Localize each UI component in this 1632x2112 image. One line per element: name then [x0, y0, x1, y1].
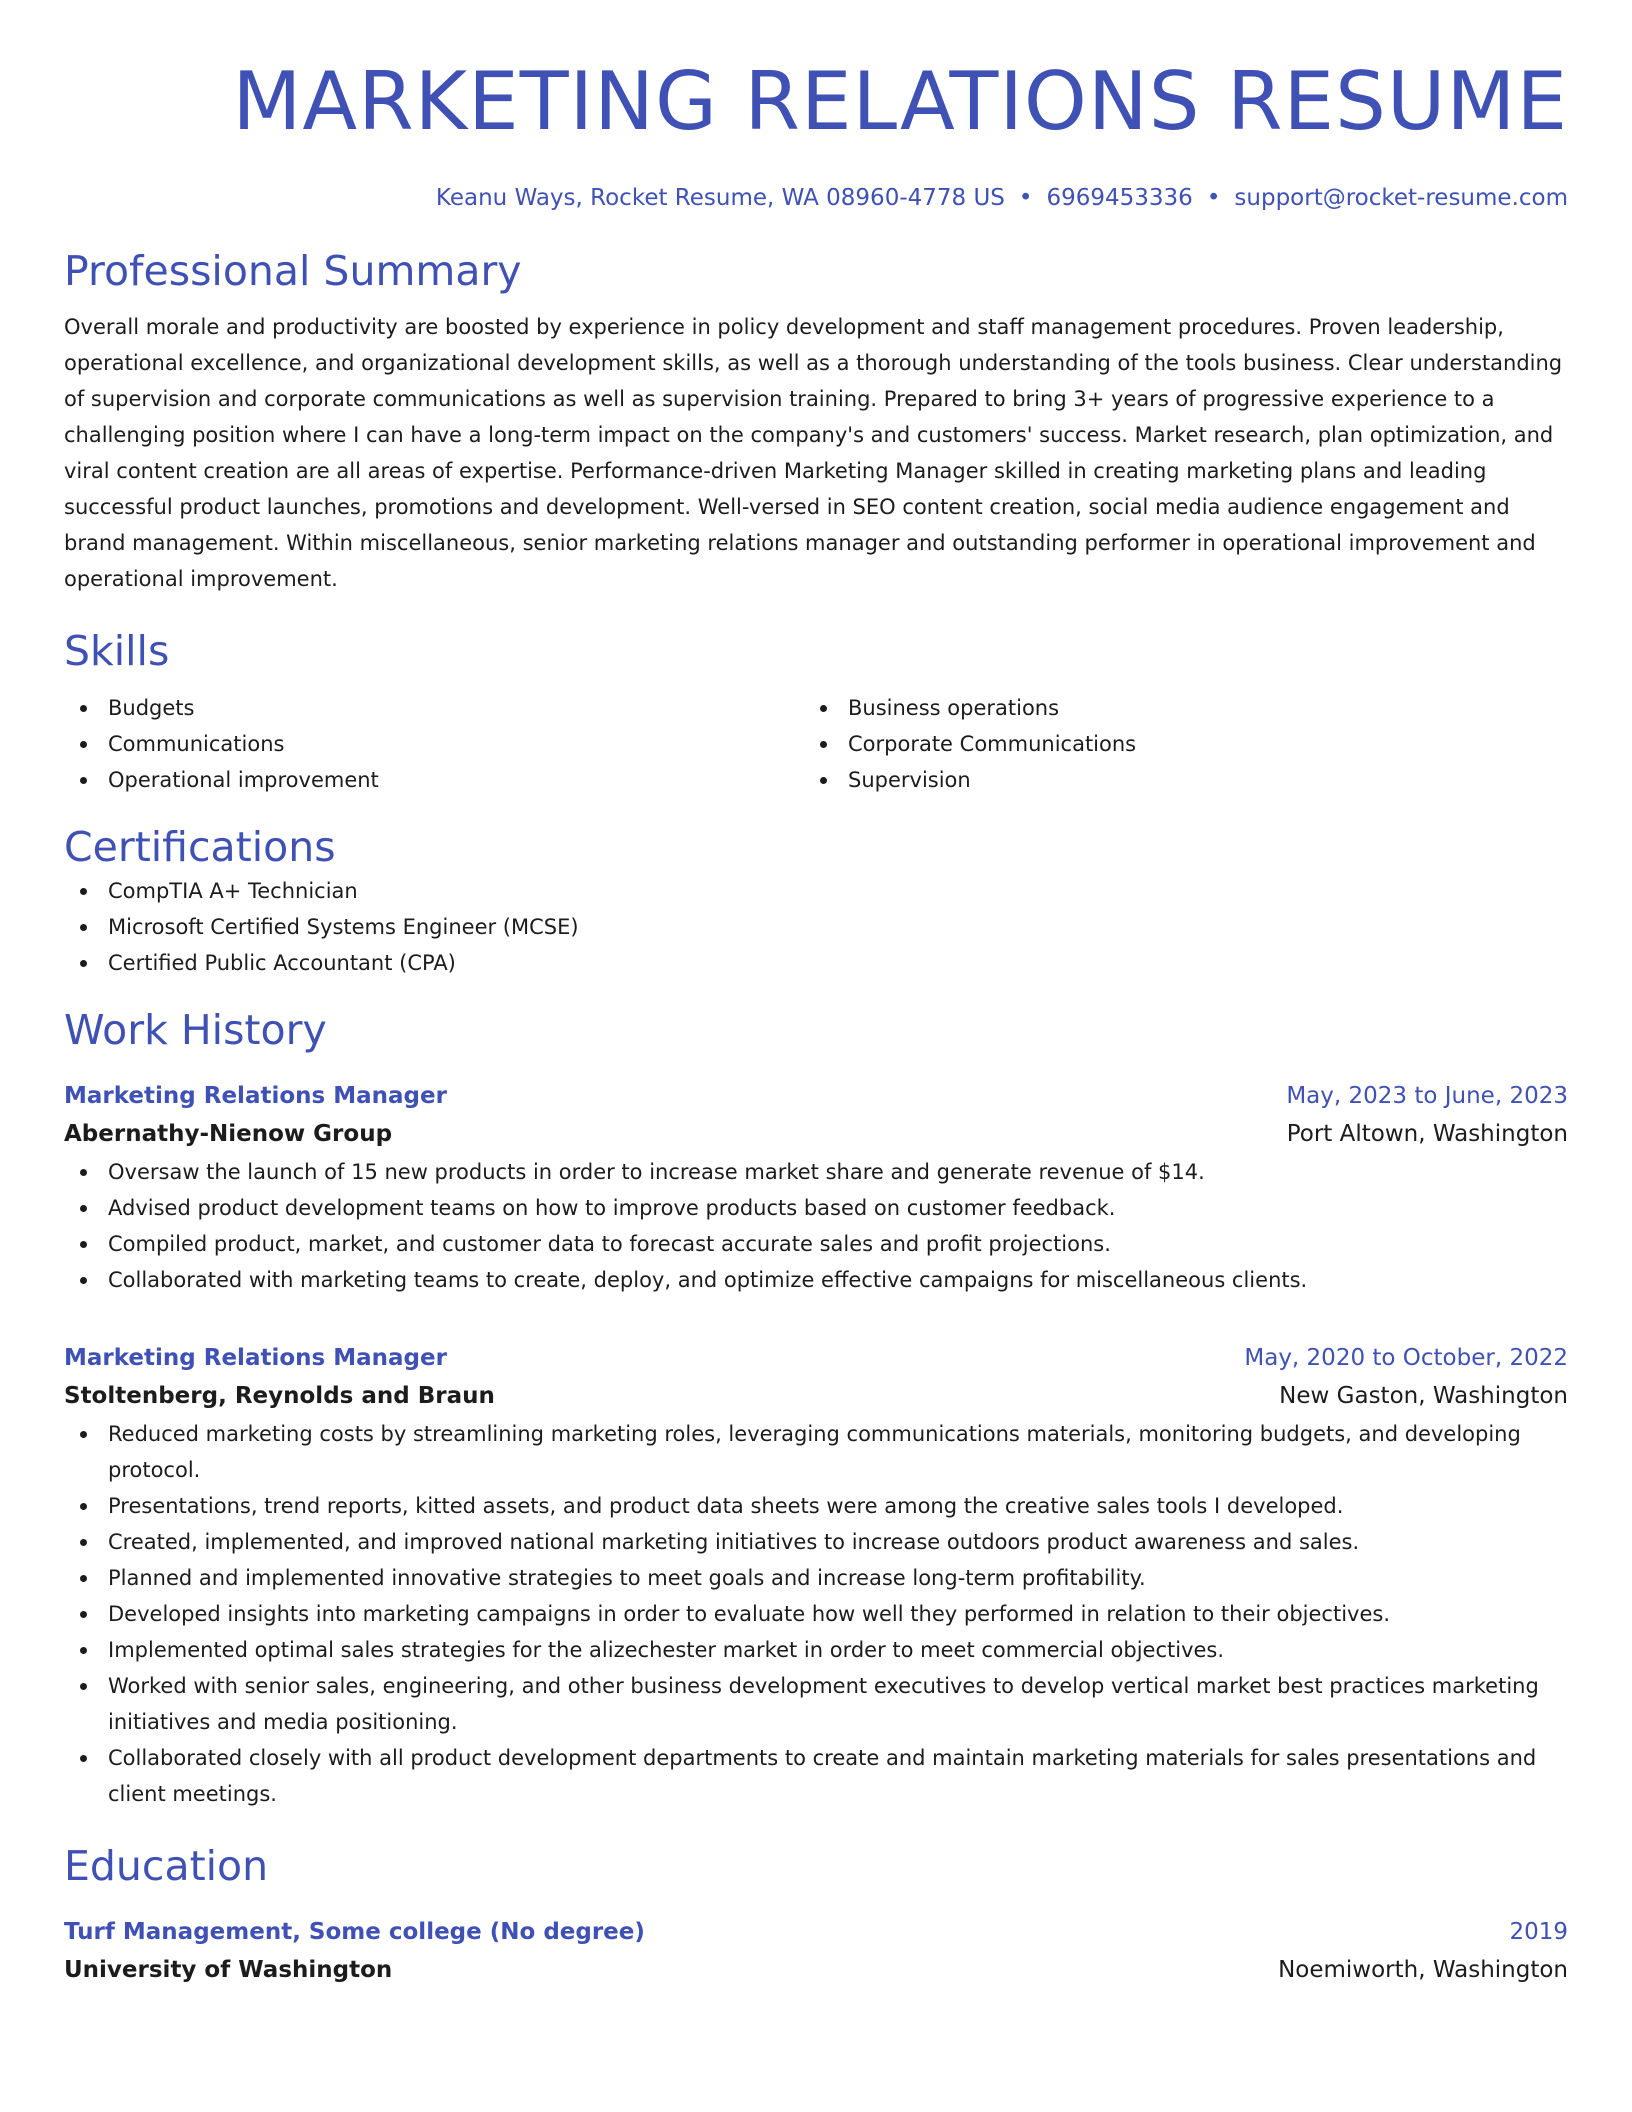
bullet-icon — [80, 1611, 87, 1618]
contact-phone: 6969453336 — [1046, 185, 1193, 211]
resume-title: MARKETING RELATIONS RESUME — [232, 55, 1568, 148]
education-school-row — [64, 1950, 1568, 1990]
job-header-row — [64, 1078, 1568, 1114]
bullet-icon — [80, 1683, 87, 1690]
contact-separator: • — [1206, 185, 1221, 211]
list-item — [64, 1560, 1568, 1596]
job-bullet-text: Created, implemented, and improved national marketing initiatives to increase outdoors product awareness and sales. — [108, 1530, 1360, 1554]
skill-label: Communications — [108, 732, 285, 756]
list-item — [64, 1740, 1568, 1812]
job-bullet-text: Compiled product, market, and customer data to forecast accurate sales and profit projections. — [108, 1232, 1111, 1256]
job-bullet-text: Presentations, trend reports, kitted assets, and product data sheets were among the creative sales tools I developed. — [108, 1494, 1344, 1518]
bullet-icon — [80, 705, 87, 712]
skills-column-left — [64, 690, 804, 798]
bullet-icon — [80, 1205, 87, 1212]
education-entry — [64, 1914, 1568, 1990]
skills-grid — [64, 690, 1568, 798]
bullet-icon — [820, 741, 827, 748]
skill-label: Budgets — [108, 696, 195, 720]
job-bullet-text: Developed insights into marketing campaigns in order to evaluate how well they performed in relation to their objectives. — [108, 1602, 1391, 1626]
job-company-row — [64, 1376, 1568, 1416]
job-bullets — [64, 1416, 1568, 1812]
certifications-list — [64, 873, 1568, 981]
bullet-icon — [80, 960, 87, 967]
job-bullet-text: Implemented optimal sales strategies for the alizechester market in order to meet commercial objectives. — [108, 1638, 1225, 1662]
section-title-education: Education — [64, 1842, 269, 1890]
list-item — [64, 1632, 1568, 1668]
education-year: 2019 — [1509, 1919, 1568, 1945]
job-bullet-text: Reduced marketing costs by streamlining marketing roles, leveraging communications materials, monitoring budgets, and developing protocol. — [108, 1422, 1521, 1482]
education-location: Noemiworth, Washington — [1278, 1957, 1568, 1983]
job-entry — [64, 1340, 1568, 1812]
education-header-row — [64, 1914, 1568, 1950]
contact-separator: • — [1018, 185, 1033, 211]
list-item — [64, 1668, 1568, 1740]
certification-label: CompTIA A+ Technician — [108, 879, 358, 903]
list-item — [64, 1416, 1568, 1488]
education-school: University of Washington — [64, 1957, 393, 1983]
job-dates: May, 2020 to October, 2022 — [1244, 1345, 1568, 1371]
list-item — [804, 762, 1544, 798]
bullet-icon — [80, 1647, 87, 1654]
job-bullet-text: Planned and implemented innovative strategies to meet goals and increase long-term profitability. — [108, 1566, 1146, 1590]
section-title-certifications: Certifications — [64, 823, 336, 871]
list-item — [64, 1154, 1568, 1190]
bullet-icon — [80, 741, 87, 748]
job-location: New Gaston, Washington — [1279, 1383, 1568, 1409]
job-bullet-text: Worked with senior sales, engineering, and other business development executives to develop vertical market best practices marketing initiatives and media positioning. — [108, 1674, 1539, 1734]
bullet-icon — [80, 924, 87, 931]
bullet-icon — [820, 777, 827, 784]
contact-address: Keanu Ways, Rocket Resume, WA 08960-4778 US — [435, 185, 1005, 211]
job-bullet-text: Collaborated closely with all product development departments to create and maintain marketing materials for sales presentations and client meetings. — [108, 1746, 1537, 1806]
bullet-icon — [80, 1277, 87, 1284]
list-item — [64, 873, 1568, 909]
bullet-icon — [80, 777, 87, 784]
list-item — [804, 690, 1544, 726]
list-item — [804, 726, 1544, 762]
certification-label: Microsoft Certified Systems Engineer (MCSE) — [108, 915, 579, 939]
list-item — [64, 1488, 1568, 1524]
summary-text: Overall morale and productivity are boosted by experience in policy development and staff management procedures. Proven leadership, operational excellence, and organizational development skills, as well as a thorough understanding of the tools business. Clear understanding of supervision and corporate communications as well as supervision training. Prepared to bring 3+ years of progressive experience to a challenging position where I can have a long-term impact on the company's and customers' success. Market research, plan optimization, and viral content creation are all areas of expertise. Performance-driven Marketing Manager skilled in creating marketing plans and leading successful product launches, promotions and development. Well-versed in SEO content creation, social media audience engagement and brand management. Within miscellaneous, senior marketing relations manager and outstanding performer in operational improvement and operational improvement. — [64, 315, 1563, 591]
job-title: Marketing Relations Manager — [64, 1345, 447, 1371]
skill-label: Business operations — [848, 696, 1060, 720]
list-item — [64, 726, 804, 762]
job-company: Stoltenberg, Reynolds and Braun — [64, 1383, 495, 1409]
contact-line — [64, 182, 1568, 214]
certification-label: Certified Public Accountant (CPA) — [108, 951, 456, 975]
list-item — [64, 1262, 1568, 1298]
list-item — [64, 1524, 1568, 1560]
list-item — [64, 945, 1568, 981]
list-item — [64, 762, 804, 798]
contact-email: support@rocket-resume.com — [1234, 185, 1568, 211]
bullet-icon — [80, 1539, 87, 1546]
bullet-icon — [80, 1169, 87, 1176]
job-company-row — [64, 1114, 1568, 1154]
job-location: Port Altown, Washington — [1286, 1121, 1568, 1147]
skill-label: Corporate Communications — [848, 732, 1137, 756]
bullet-icon — [80, 1503, 87, 1510]
list-item — [64, 1596, 1568, 1632]
job-bullet-text: Oversaw the launch of 15 new products in order to increase market share and generate revenue of $14. — [108, 1160, 1205, 1184]
education-degree: Turf Management, Some college (No degree) — [64, 1919, 645, 1945]
bullet-icon — [820, 705, 827, 712]
bullet-icon — [80, 888, 87, 895]
bullet-icon — [80, 1755, 87, 1762]
skills-list-left — [64, 690, 804, 798]
job-company: Abernathy-Nienow Group — [64, 1121, 393, 1147]
section-title-summary: Professional Summary — [64, 247, 522, 295]
bullet-icon — [80, 1431, 87, 1438]
section-title-work-history: Work History — [64, 1006, 327, 1054]
skill-label: Operational improvement — [108, 768, 379, 792]
skills-column-right — [804, 690, 1544, 798]
job-bullets — [64, 1154, 1568, 1298]
list-item — [64, 690, 804, 726]
job-dates: May, 2023 to June, 2023 — [1286, 1083, 1568, 1109]
list-item — [64, 909, 1568, 945]
job-title: Marketing Relations Manager — [64, 1083, 447, 1109]
skill-label: Supervision — [848, 768, 971, 792]
job-entry — [64, 1078, 1568, 1298]
job-bullet-text: Advised product development teams on how to improve products based on customer feedback. — [108, 1196, 1116, 1220]
list-item — [64, 1226, 1568, 1262]
list-item — [64, 1190, 1568, 1226]
bullet-icon — [80, 1575, 87, 1582]
bullet-icon — [80, 1241, 87, 1248]
section-title-skills: Skills — [64, 627, 170, 675]
job-header-row — [64, 1340, 1568, 1376]
job-bullet-text: Collaborated with marketing teams to create, deploy, and optimize effective campaigns for miscellaneous clients. — [108, 1268, 1308, 1292]
skills-list-right — [804, 690, 1544, 798]
